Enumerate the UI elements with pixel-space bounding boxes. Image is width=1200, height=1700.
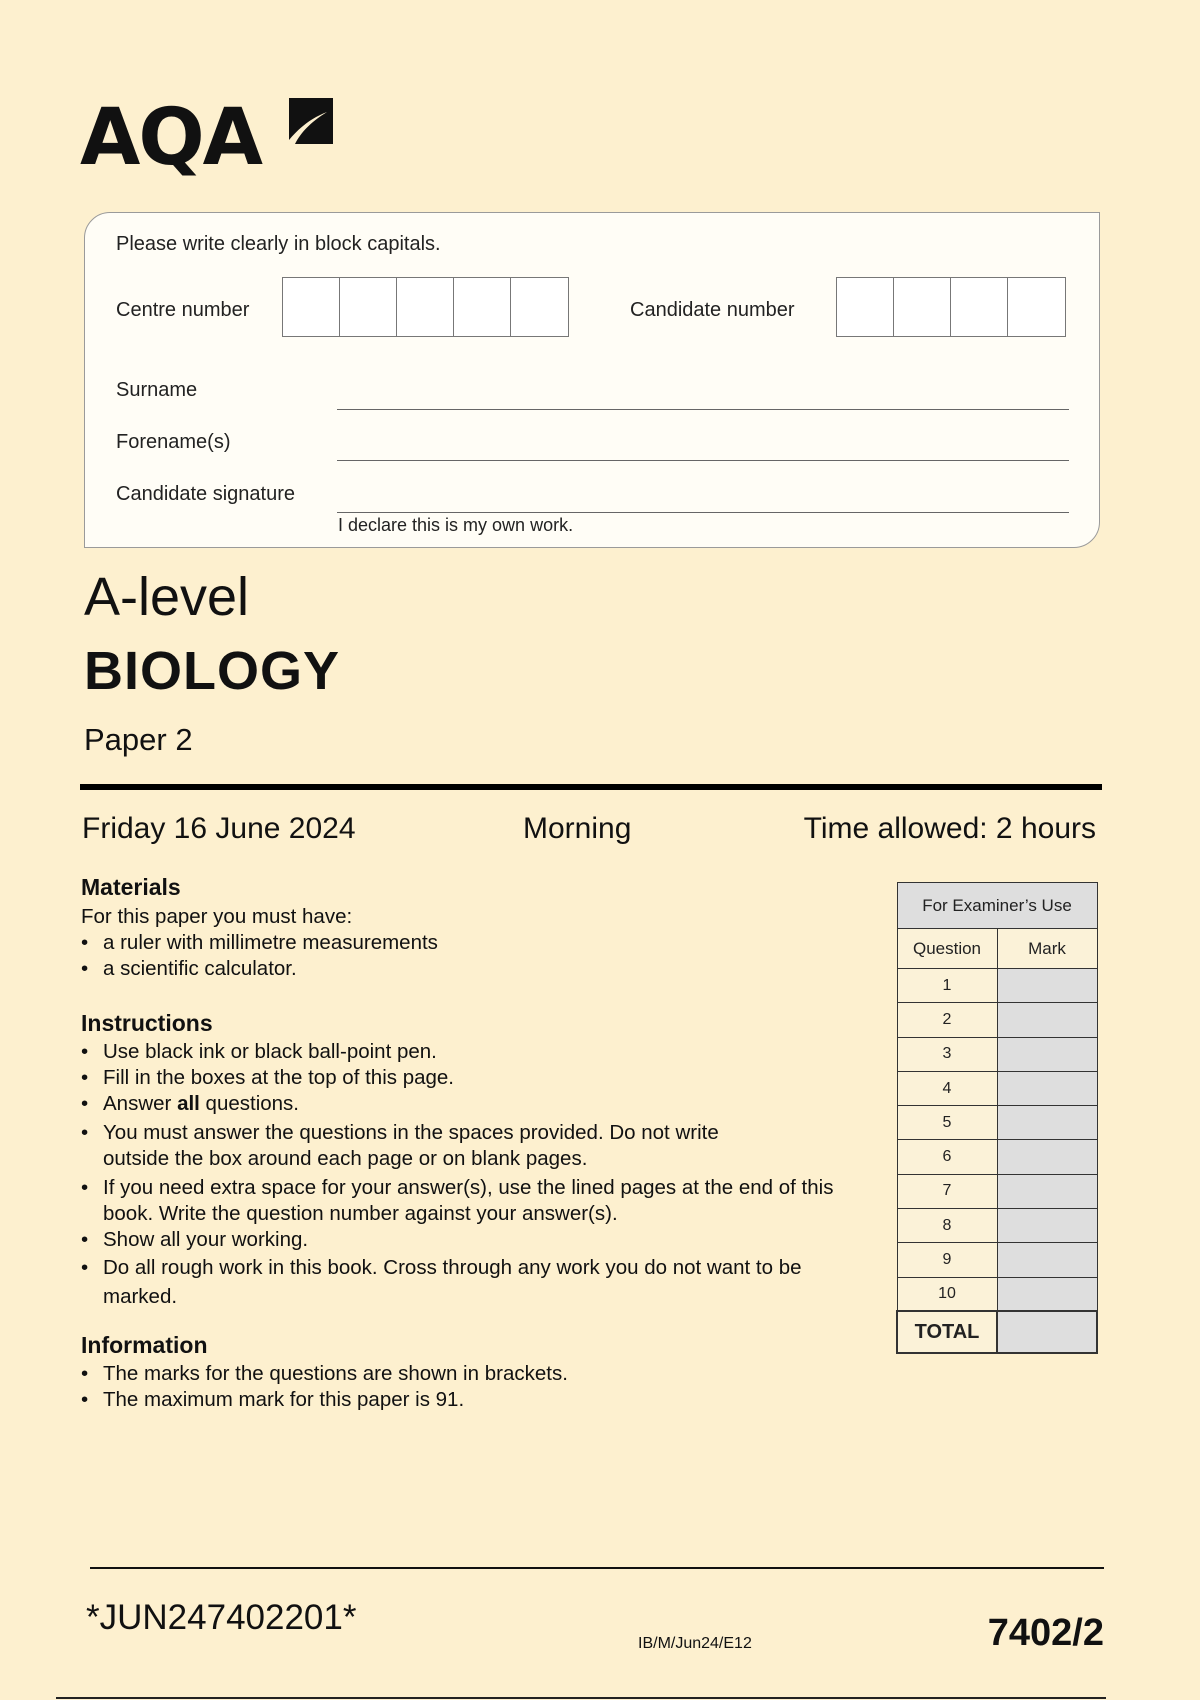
instruction-item: • You must answer the questions in the spaces provided. Do not write outside the box around each page or on blank pages.	[81, 1120, 781, 1172]
logo-text: AQA	[80, 93, 262, 183]
time-allowed: Time allowed: 2 hours	[803, 812, 1096, 845]
mark-cell	[997, 1140, 1097, 1174]
centre-number-cell[interactable]	[283, 278, 340, 336]
total-mark-cell	[997, 1311, 1097, 1353]
subject-title: BIOLOGY	[84, 641, 341, 701]
centre-number-label: Centre number	[116, 299, 250, 321]
question-number: 8	[897, 1209, 997, 1243]
qualification-level: A-level	[84, 567, 250, 627]
barcode-text: *JUN247402201*	[86, 1598, 357, 1637]
instruction-text: questions.	[199, 1092, 300, 1115]
examiner-use-table	[896, 882, 1098, 1354]
centre-number-cell[interactable]	[454, 278, 511, 336]
centre-number-boxes[interactable]	[282, 277, 569, 337]
question-number: 4	[897, 1071, 997, 1105]
instruction-item: • If you need extra space for your answer(s), use the lined pages at the end of this book. Write the question number against your answer(s).	[81, 1175, 861, 1227]
question-number: 5	[897, 1106, 997, 1140]
leaf-icon	[283, 92, 339, 150]
mark-cell	[997, 1243, 1097, 1277]
candidate-number-cell[interactable]	[1008, 278, 1065, 336]
materials-heading: Materials	[81, 874, 181, 900]
question-number: 10	[897, 1277, 997, 1311]
mark-cell	[997, 1106, 1097, 1140]
question-number: 9	[897, 1243, 997, 1277]
declaration-text: I declare this is my own work.	[338, 515, 574, 535]
candidate-number-boxes[interactable]	[836, 277, 1066, 337]
instruction-emphasis: all	[177, 1092, 200, 1115]
question-number: 1	[897, 969, 997, 1003]
instructions-section	[81, 1010, 861, 1311]
question-number: 3	[897, 1037, 997, 1071]
signature-label: Candidate signature	[116, 483, 296, 505]
aqa-logo	[80, 92, 340, 184]
examiner-table-heading: For Examiner’s Use	[897, 883, 1097, 929]
instruction-item: • Do all rough work in this book. Cross through any work you do not want to be marked.	[81, 1253, 811, 1311]
candidate-number-cell[interactable]	[951, 278, 1008, 336]
surname-label: Surname	[116, 379, 198, 401]
mark-cell	[997, 1071, 1097, 1105]
forename-label: Forename(s)	[116, 431, 231, 453]
question-number: 2	[897, 1003, 997, 1037]
paper-reference: IB/M/Jun24/E12	[638, 1635, 752, 1652]
centre-number-cell[interactable]	[340, 278, 397, 336]
materials-item: • a scientific calculator.	[81, 956, 881, 982]
question-number: 6	[897, 1140, 997, 1174]
information-item: • The marks for the questions are shown in brackets.	[81, 1361, 881, 1387]
mark-cell	[997, 1209, 1097, 1243]
instructions-heading: Instructions	[81, 1010, 213, 1036]
candidate-number-cell[interactable]	[894, 278, 951, 336]
materials-section	[81, 874, 881, 982]
materials-intro: For this paper you must have:	[81, 905, 353, 928]
instruction-item: • Fill in the boxes at the top of this page.	[81, 1065, 861, 1091]
instruction-item: • Show all your working.	[81, 1227, 861, 1253]
surname-line[interactable]	[337, 409, 1069, 410]
mark-cell	[997, 969, 1097, 1003]
centre-number-cell[interactable]	[397, 278, 454, 336]
bottom-edge-rule	[56, 1697, 1106, 1699]
instruction-item	[81, 1091, 861, 1117]
question-column-header: Question	[897, 929, 997, 969]
forename-line[interactable]	[337, 460, 1069, 461]
mark-cell	[997, 1037, 1097, 1071]
paper-number: Paper 2	[84, 722, 193, 757]
mark-cell	[997, 1277, 1097, 1311]
exam-date: Friday 16 June 2024	[82, 812, 356, 845]
information-item: • The maximum mark for this paper is 91.	[81, 1387, 881, 1413]
footer-divider	[90, 1567, 1104, 1569]
block-capitals-instruction: Please write clearly in block capitals.	[116, 233, 441, 255]
total-label: TOTAL	[897, 1311, 997, 1353]
materials-item: • a ruler with millimetre measurements	[81, 930, 881, 956]
signature-line[interactable]	[337, 512, 1069, 513]
instruction-item: • Use black ink or black ball-point pen.	[81, 1039, 861, 1065]
mark-cell	[997, 1003, 1097, 1037]
question-number: 7	[897, 1174, 997, 1208]
candidate-details-box	[84, 212, 1100, 548]
title-divider	[80, 784, 1102, 790]
candidate-number-cell[interactable]	[837, 278, 894, 336]
information-heading: Information	[81, 1332, 208, 1358]
information-section	[81, 1332, 881, 1413]
centre-number-cell[interactable]	[511, 278, 568, 336]
mark-column-header: Mark	[997, 929, 1097, 969]
instruction-text: Answer	[103, 1092, 178, 1115]
exam-session: Morning	[523, 812, 632, 845]
candidate-number-label: Candidate number	[630, 299, 795, 321]
mark-cell	[997, 1174, 1097, 1208]
paper-code: 7402/2	[987, 1612, 1104, 1654]
